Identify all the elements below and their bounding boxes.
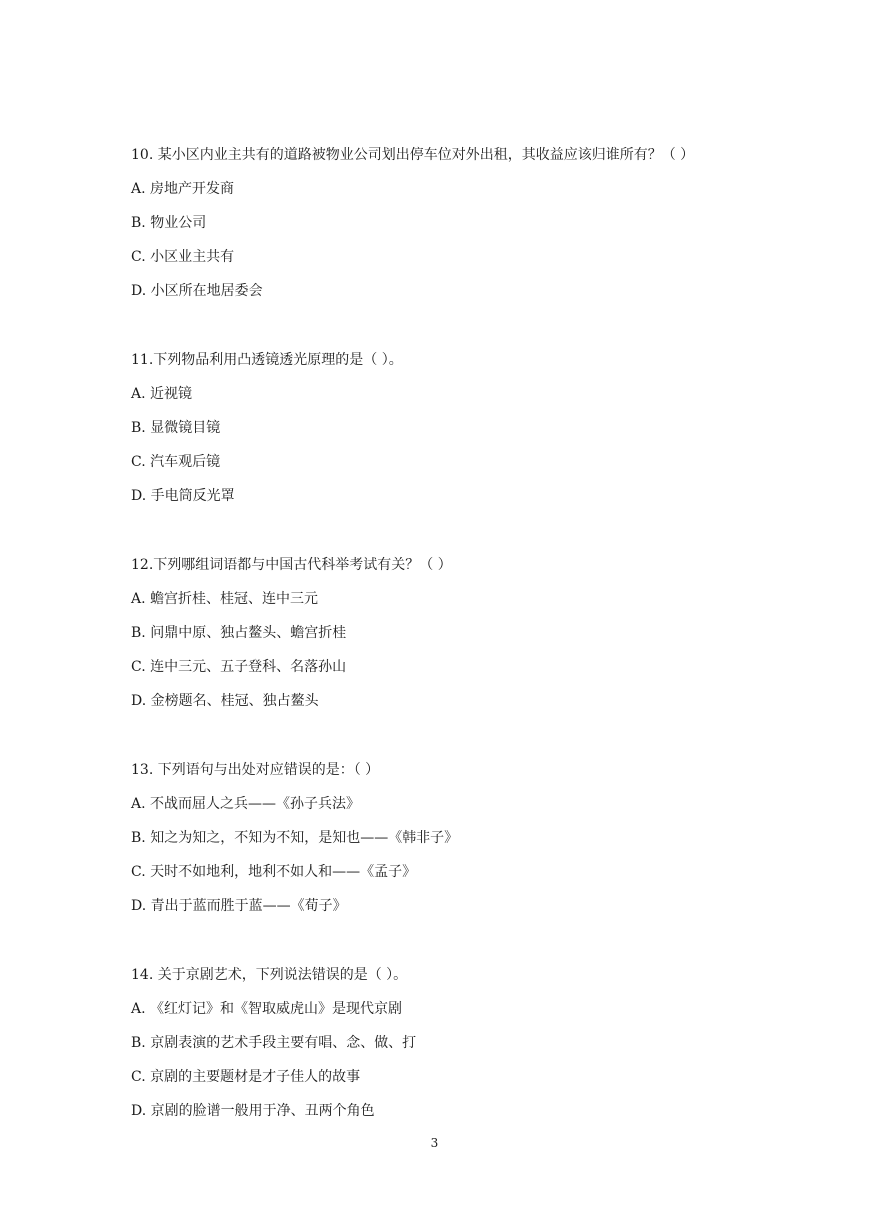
question-11	[131, 343, 771, 513]
option-b: B. 问鼎中原、独占鳌头、蟾宫折桂	[131, 625, 347, 641]
question-12	[131, 548, 771, 718]
option-a: A. 不战而屈人之兵——《孙子兵法》	[131, 796, 361, 812]
option-b: B. 京剧表演的艺术手段主要有唱、念、做、打	[131, 1035, 417, 1051]
option-c: C. 连中三元、五子登科、名落孙山	[131, 659, 347, 675]
option-a: A. 近视镜	[131, 386, 193, 402]
option-d: D. 小区所在地居委会	[131, 283, 263, 299]
option-d: D. 京剧的脸谱一般用于净、丑两个角色	[131, 1103, 375, 1119]
question-stem: 14. 关于京剧艺术，下列说法错误的是（ ）。	[131, 967, 408, 983]
question-stem: 11.下列物品利用凸透镜透光原理的是（ ）。	[131, 352, 403, 368]
option-a: A. 房地产开发商	[131, 181, 235, 197]
option-b: B. 物业公司	[131, 215, 207, 231]
option-b: B. 显微镜目镜	[131, 420, 221, 436]
option-d: D. 青出于蓝而胜于蓝——《荀子》	[131, 898, 347, 914]
question-10	[131, 138, 771, 308]
option-c: C. 小区业主共有	[131, 249, 235, 265]
question-13	[131, 753, 771, 923]
question-14	[131, 958, 771, 1128]
question-stem: 10. 某小区内业主共有的道路被物业公司划出停车位对外出租，其收益应该归谁所有？（ ）	[131, 147, 695, 163]
question-stem: 13. 下列语句与出处对应错误的是：（ ）	[131, 762, 380, 778]
option-d: D. 金榜题名、桂冠、独占鳌头	[131, 693, 319, 709]
option-d: D. 手电筒反光罩	[131, 488, 235, 504]
option-a: A. 蟾宫折桂、桂冠、连中三元	[131, 591, 319, 607]
option-b: B. 知之为知之，不知为不知，是知也——《韩非子》	[131, 830, 459, 846]
option-a: A. 《红灯记》和《智取威虎山》是现代京剧	[131, 1001, 403, 1017]
option-c: C. 京剧的主要题材是才子佳人的故事	[131, 1069, 361, 1085]
page-number: 3	[430, 1136, 439, 1150]
question-stem: 12.下列哪组词语都与中国古代科举考试有关？（ ）	[131, 557, 452, 573]
option-c: C. 汽车观后镜	[131, 454, 221, 470]
option-c: C. 天时不如地利，地利不如人和——《孟子》	[131, 864, 417, 880]
